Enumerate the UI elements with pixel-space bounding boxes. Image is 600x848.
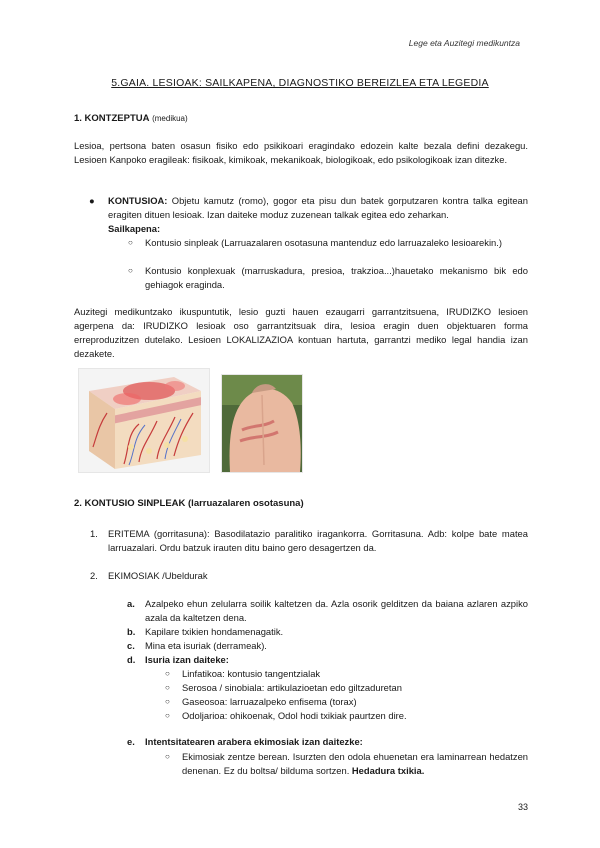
item-d xyxy=(127,653,528,667)
page-number: 33 xyxy=(517,802,528,812)
item-eritema xyxy=(90,527,528,555)
kontusioa-bullet xyxy=(89,194,528,236)
item-c-label: c. xyxy=(127,640,135,651)
section1-heading-suffix: (medikua) xyxy=(152,114,188,123)
d-list xyxy=(165,667,528,723)
back-bruise-photo xyxy=(221,374,303,473)
sub-item-1 xyxy=(128,236,528,250)
item-e-label: e. xyxy=(127,736,135,747)
circle-bullet-icon: ○ xyxy=(165,683,170,692)
item-a-label: a. xyxy=(127,598,135,609)
item-a xyxy=(127,597,528,625)
item-2-text: EKIMOSIAK /Ubeldurak xyxy=(108,570,208,581)
item-a-text: Azalpeko ehun zelularra soilik kaltetzen da. Azla osorik gelditzen da baiana azlaren azpiko azala da kaltetzen dena. xyxy=(145,598,528,623)
section1-para2: Auzitegi medikuntzako ikuspuntutik, lesio guzti hauen ezaugarri garrantzitsuena, IRUDIZKO lesioen agerpena da: IRUDIZKO lesioak oso garrantzitsuak dira, lesioa eragin duen objektuaren forma erreproduzitzen dutelako. Lesioen LOKALIZAZIOA kontuan hartuta, garrantzi mediko legal handia izan dezakete. xyxy=(74,306,528,359)
d-item-text: Odoljarioa: ohikoenak, Odol hodi txikiak paurtzen dire. xyxy=(182,710,407,721)
running-header: Lege eta Auzitegi medikuntza xyxy=(408,38,520,48)
skin-diagram-image xyxy=(78,368,210,473)
circle-bullet-icon: ○ xyxy=(165,711,170,720)
item-b-label: b. xyxy=(127,626,136,637)
circle-bullet-icon: ○ xyxy=(165,752,170,761)
circle-bullet-icon: ○ xyxy=(165,697,170,706)
e-sub-emphasis: Hedadura txikia. xyxy=(351,765,425,776)
bullet-dot-icon: ● xyxy=(89,195,95,206)
d-item-text: Serosoa / sinobiala: artikulazioetan edo giltzaduretan xyxy=(182,682,402,693)
section2-heading: 2. KONTUSIO SINPLEAK (larruazalaren osotasuna) xyxy=(74,498,304,509)
section1-heading-text: 1. KONTZEPTUA xyxy=(74,113,150,124)
list-item xyxy=(165,681,528,695)
chapter-title: 5.GAIA. LESIOAK: SAILKAPENA, DIAGNOSTIKO BEREIZLEA ETA LEGEDIA xyxy=(111,77,489,89)
list-item xyxy=(165,695,528,709)
item-ekimosiak xyxy=(90,569,528,583)
section1-heading xyxy=(74,111,188,126)
item-2-number: 2. xyxy=(90,570,98,581)
sailkapena-label: Sailkapena: xyxy=(108,223,161,234)
item-e xyxy=(127,735,528,749)
e-sub-item xyxy=(165,750,528,778)
item-c xyxy=(127,639,528,653)
list-item xyxy=(165,667,528,681)
item-d-text: Isuria izan daiteke: xyxy=(145,654,229,665)
sub-item-1-text: Kontusio sinpleak (Larruazalaren osotasuna mantenduz edo larruazaleko lesioarekin.) xyxy=(145,237,502,248)
d-item-text: Gaseosoa: larruazalpeko enfisema (torax) xyxy=(182,696,357,707)
item-c-text: Mina eta isuriak (derrameak). xyxy=(145,640,267,651)
sub-item-2-text: Kontusio konplexuak (marruskadura, presioa, trakzioa...)hauetako mekanismo bik edo gehiagok eraginda. xyxy=(145,265,528,290)
circle-bullet-icon: ○ xyxy=(165,669,170,678)
list-item xyxy=(165,709,528,723)
item-1-number: 1. xyxy=(90,528,98,539)
kontusioa-label: KONTUSIOA: xyxy=(108,195,168,206)
e-sub-text: Ekimosiak zentze berean. Isurzten den odola ehuenetan era laminarrean hedatzen denenan. Ez du boltsa/ bilduma sortzen. xyxy=(182,751,528,776)
item-b xyxy=(127,625,528,639)
item-d-label: d. xyxy=(127,654,136,665)
circle-bullet-icon: ○ xyxy=(128,238,133,247)
d-item-text: Linfatikoa: kontusio tangentzialak xyxy=(182,668,321,679)
item-1-text: ERITEMA (gorritasuna): Basodilatazio paralitiko iragankorra. Gorritasuna. Adb: kolpe bate matea larruazalari. Ordu batzuk irauten ditu baino gero desagertzen da. xyxy=(108,528,528,553)
section1-para1: Lesioa, pertsona baten osasun fisiko edo psikikoari eragindako edozein kalte bezala defini dezakegu. Lesioen Kanpoko eragileak: fisikoak, kimikoak, mekanikoak, biologikoak, edo psikologikoak izan ditezke. xyxy=(74,140,528,165)
circle-bullet-icon: ○ xyxy=(128,266,133,275)
item-e-text: Intentsitatearen arabera ekimosiak izan daitezke: xyxy=(145,736,363,747)
kontusioa-text: Objetu kamutz (romo), gogor eta pisu dun batek gorputzaren kontra talka egitean eragiten dituen lesioak. Izan daiteke moduz zuzenean talkak egitea edo zeharkan. xyxy=(108,195,528,220)
sub-item-2 xyxy=(128,264,528,292)
item-b-text: Kapilare txikien hondamenagatik. xyxy=(145,626,284,637)
